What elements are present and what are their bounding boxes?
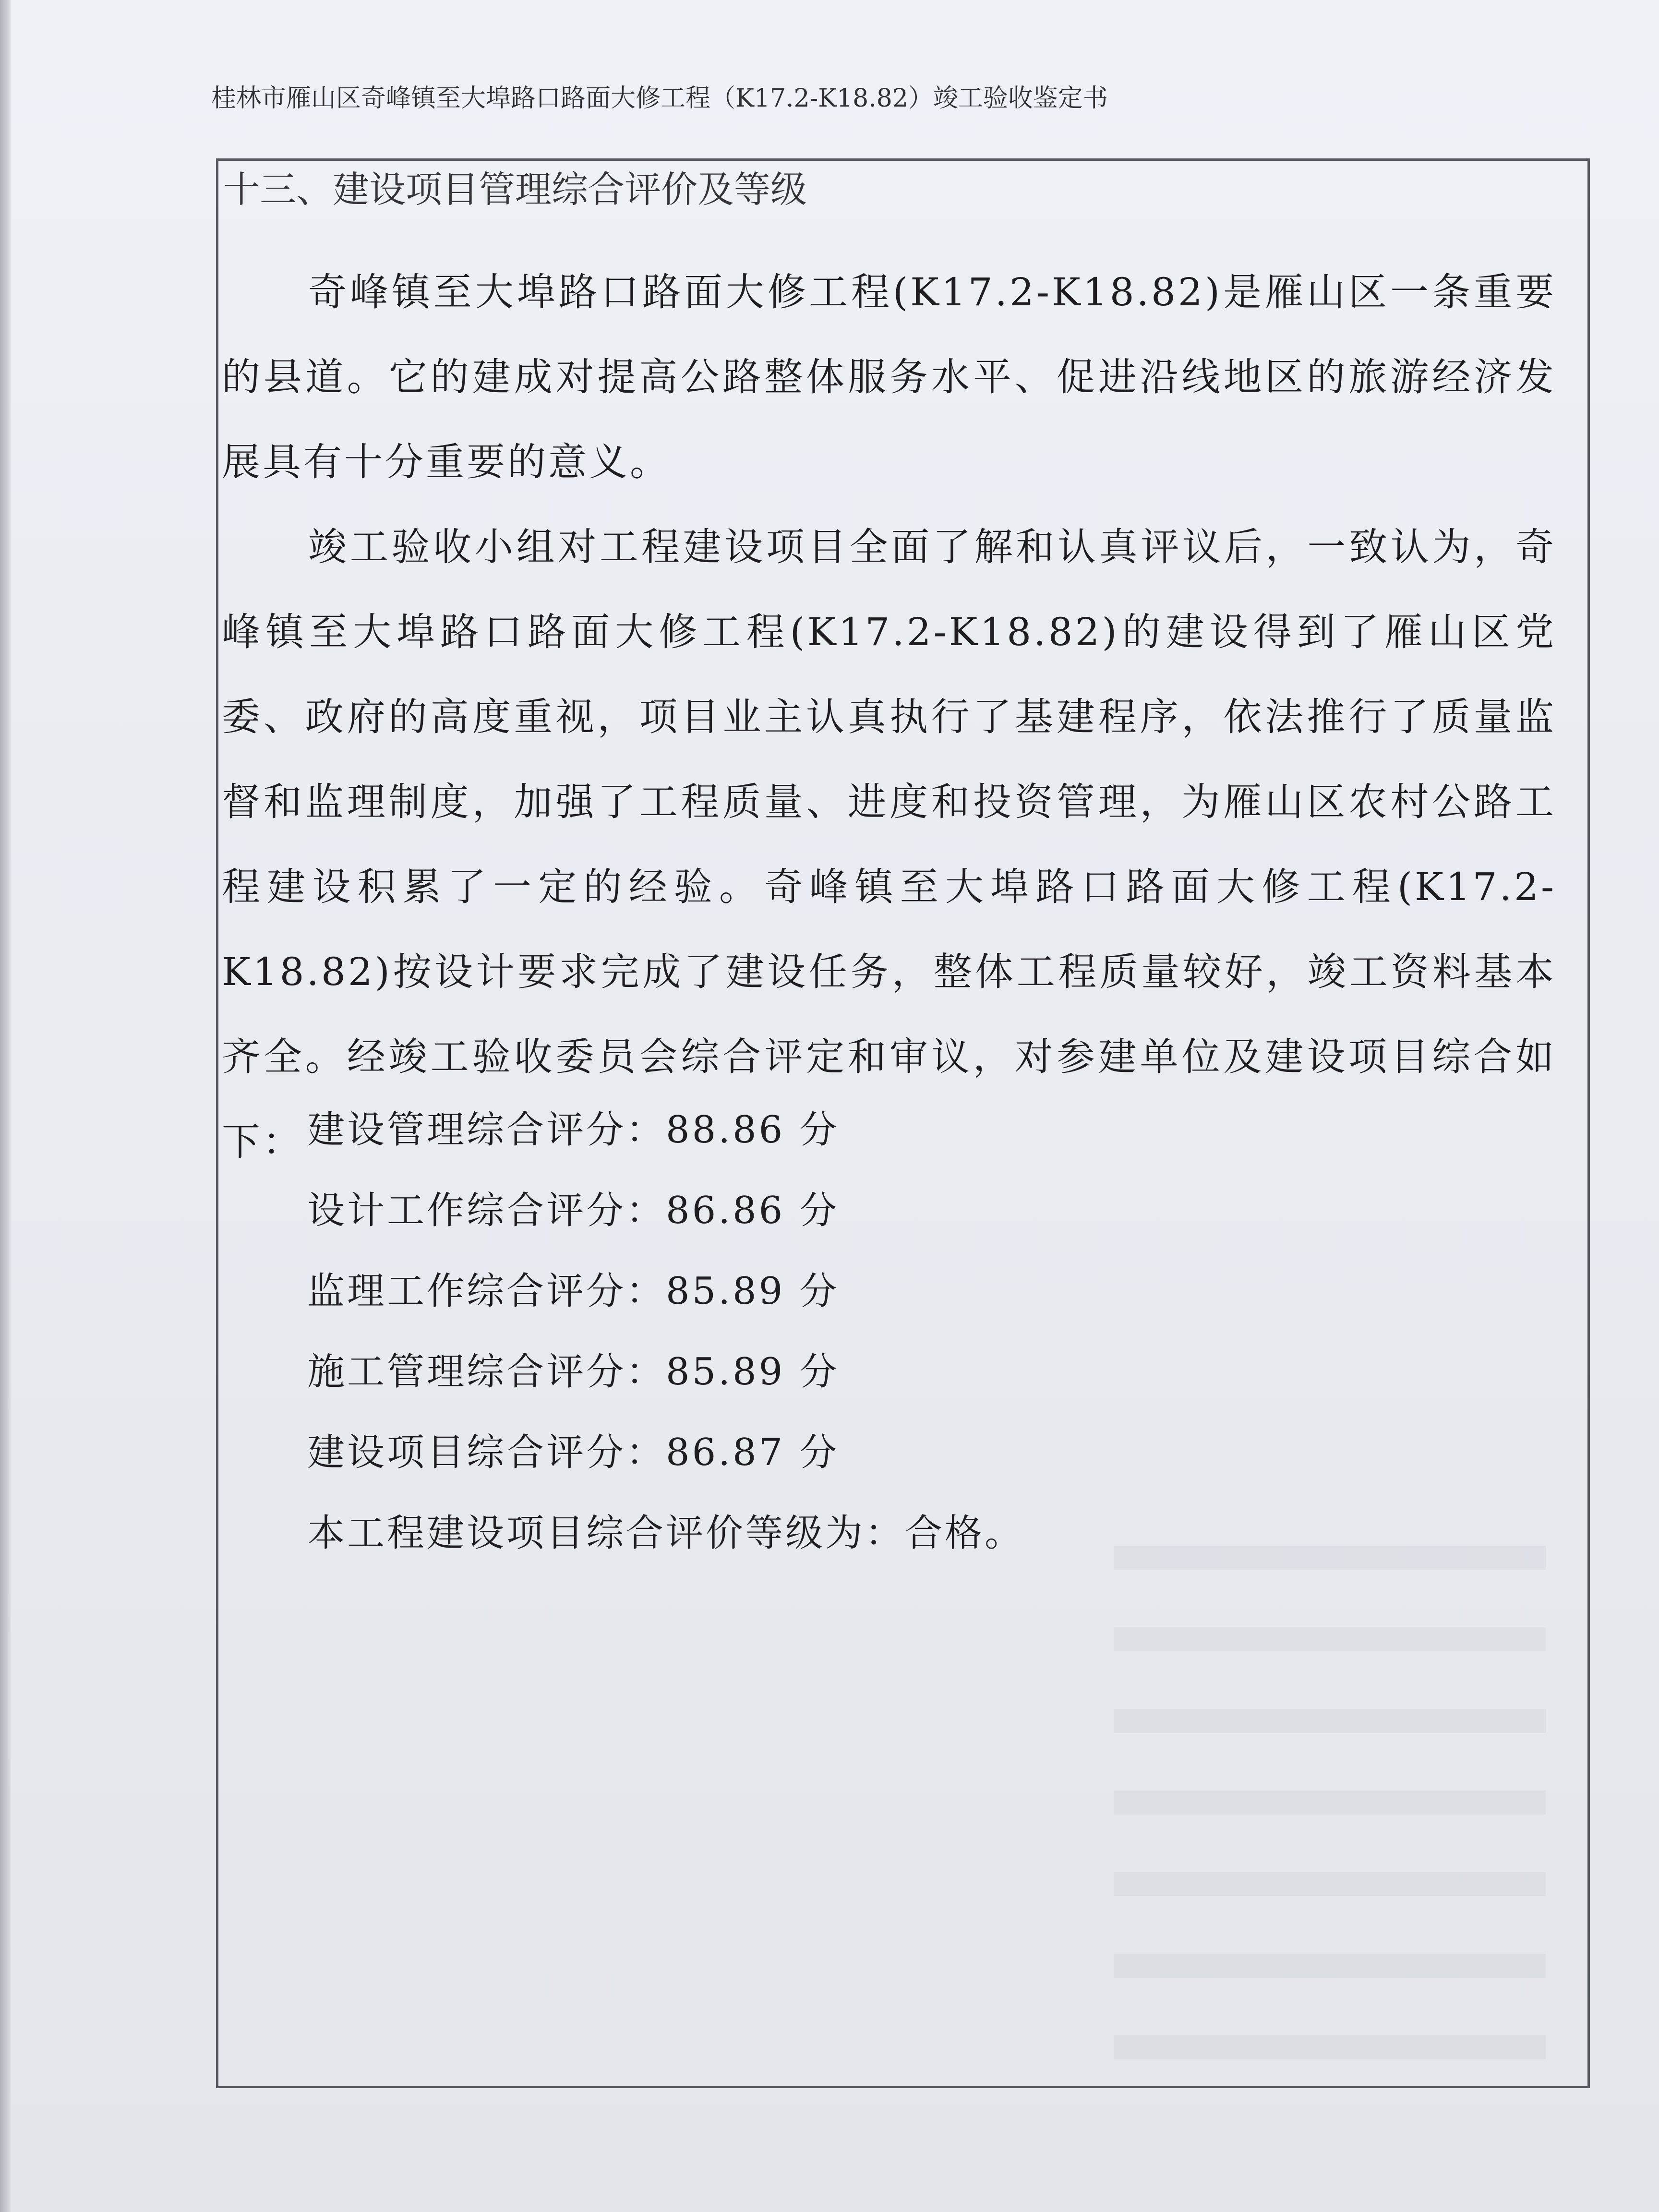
score-project-overall: 建设项目综合评分：86.87 分 <box>307 1431 840 1474</box>
paragraph-evaluation: 竣工验收小组对工程建设项目全面了解和认真评议后，一致认为，奇峰镇至大埠路口路面大修工程(K17.2-K18.82)的建设得到了雁山区党委、政府的高度重视，项目业主认真执行了基建程序，依法推行了质量监督和监理制度，加强了工程质量、进度和投资管理，为雁山区农村公路工程建设积累了一定的经验。奇峰镇至大埠路口路面大修工程(K17.2-K18.82)按设计要求完成了建设任务，整体工程质量较好，竣工资料基本齐全。经竣工验收委员会综合评定和审议，对参建单位及建设项目综合如下： <box>222 525 1556 1164</box>
score-construction-work: 施工管理综合评分：85.89 分 <box>307 1350 840 1394</box>
project-grade: 本工程建设项目综合评价等级为：合格。 <box>307 1512 1025 1555</box>
document-header-title: 桂林市雁山区奇峰镇至大埠路口路面大修工程（K17.2-K18.82）竣工验收鉴定书 <box>211 84 1108 113</box>
score-supervision-work: 监理工作综合评分：85.89 分 <box>307 1270 840 1313</box>
paragraph-intro: 奇峰镇至大埠路口路面大修工程(K17.2-K18.82)是雁山区一条重要的县道。它的建成对提高公路整体服务水平、促进沿线地区的旅游经济发展具有十分重要的意义。 <box>222 270 1556 484</box>
section-heading: 十三、建设项目管理综合评价及等级 <box>223 168 807 211</box>
score-list <box>307 1090 1024 1574</box>
score-design-work: 设计工作综合评分：86.86 分 <box>307 1189 840 1232</box>
page-edge-shadow <box>0 0 11 2212</box>
score-construction-management: 建设管理综合评分：88.86 分 <box>307 1108 840 1152</box>
body-text <box>222 250 1556 1184</box>
